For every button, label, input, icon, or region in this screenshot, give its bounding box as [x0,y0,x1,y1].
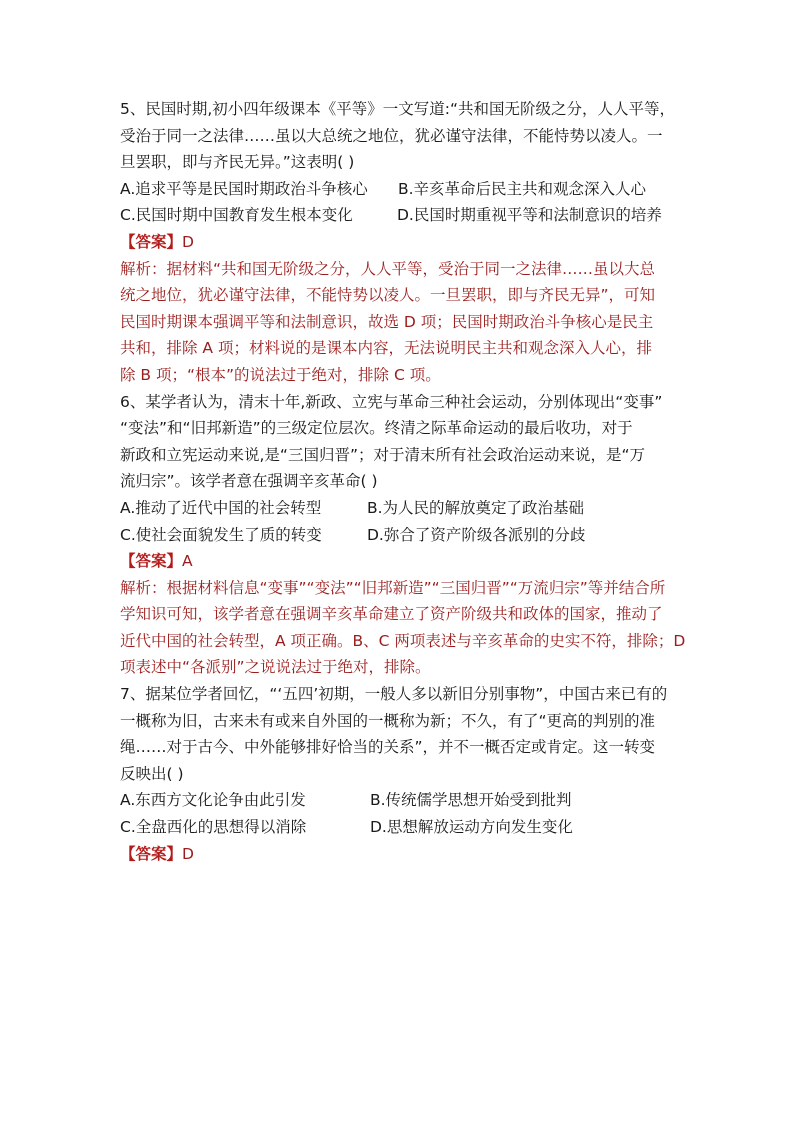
option-b: B.传统儒学思想开始受到批判 [370,791,572,810]
option-row [120,814,710,841]
option-d: D.思想解放运动方向发生变化 [370,818,573,837]
analysis-line: 学知识可知，该学者意在强调辛亥革命建立了资产阶级共和政体的国家，推动了 [120,605,663,624]
answer-value: D [182,844,194,863]
answer-label: 【答案】 [120,552,183,571]
question-stem-line: 受治于同一之法律……虽以大总统之地位，犹必谨守法律，不能恃势以凌人。一 [120,126,663,145]
question-5 [120,96,710,389]
analysis-line: 项表述中“各派别”之说说法过于绝对，排除。 [120,658,431,677]
question-7 [120,681,710,867]
option-row [120,176,710,203]
option-a: A.追求平等是民国时期政治斗争核心 [120,179,368,198]
option-row [120,522,710,549]
option-row [120,202,710,229]
question-stem-line: 7、据某位学者回忆，“‘五四’初期，一般人多以新旧分别事物”，中国古来已有的 [120,685,668,704]
answer-value: A [182,552,193,571]
question-stem-line: “变法”和“旧邦新造”的三级定位层次。终清之际革命运动的最后收功，对于 [120,419,633,438]
analysis-line: 近代中国的社会转型，A 项正确。B、C 两项表述与辛亥革命的史实不符，排除；D [120,631,686,650]
answer-line [120,548,710,575]
option-c: C.使社会面貌发生了质的转变 [120,525,322,544]
option-b: B.辛亥革命后民主共和观念深入人心 [398,179,647,198]
document-page [120,96,710,867]
answer-label: 【答案】 [120,844,183,863]
answer-line [120,841,710,868]
analysis-line: 共和，排除 A 项；材料说的是课本内容，无法说明民主共和观念深入人心，排 [120,339,652,358]
question-stem-line: 一概称为旧，古来未有或来自外国的一概称为新；不久，有了“更高的判别的准 [120,711,656,730]
question-stem-line: 5、民国时期,初小四年级课本《平等》一文写道:“共和国无阶级之分，人人平等， [120,100,676,118]
question-stem-line: 流归宗”。该学者意在强调辛亥革命( ) [120,472,378,491]
option-c: C.全盘西化的思想得以消除 [120,818,307,837]
analysis-line: 解析：据材料“共和国无阶级之分，人人平等，受治于同一之法律……虽以大总 [120,259,656,278]
answer-label: 【答案】 [120,232,183,251]
analysis-line: 解析：根据材料信息“变事”“变法”“旧邦新造”“三国归晋”“万流归宗”等并结合所 [120,578,666,597]
question-stem-line: 反映出( ) [120,764,184,783]
option-b: B.为人民的解放奠定了政治基础 [367,498,585,517]
option-d: D.弥合了资产阶级各派别的分歧 [367,525,586,544]
answer-value: D [182,232,194,251]
option-row [120,787,710,814]
question-stem-line: 6、某学者认为，清末十年,新政、立宪与革命三种社会运动，分别体现出“变事” [120,392,663,411]
answer-line [120,229,710,256]
option-d: D.民国时期重视平等和法制意识的培养 [397,206,662,225]
option-a: A.东西方文化论争由此引发 [120,791,306,810]
option-a: A.推动了近代中国的社会转型 [120,498,322,517]
analysis-line: 民国时期课本强调平等和法制意识，故选 D 项；民国时期政治斗争核心是民主 [120,312,654,331]
question-6 [120,389,710,682]
option-row [120,495,710,522]
analysis-line: 除 B 项；“根本”的说法过于绝对，排除 C 项。 [120,365,441,384]
question-stem-line: 旦罢职，即与齐民无异。”这表明( ) [120,153,355,172]
option-c: C.民国时期中国教育发生根本变化 [120,206,353,225]
analysis-line: 统之地位，犹必谨守法律，不能恃势以凌人。一旦罢职，即与齐民无异”，可知 [120,286,656,305]
question-stem-line: 绳……对于古今、中外能够排好恰当的关系”，并不一概否定或肯定。这一转变 [120,738,656,757]
question-stem-line: 新政和立宪运动来说,是“三国归晋”；对于清末所有社会政治运动来说，是“万 [120,445,646,464]
